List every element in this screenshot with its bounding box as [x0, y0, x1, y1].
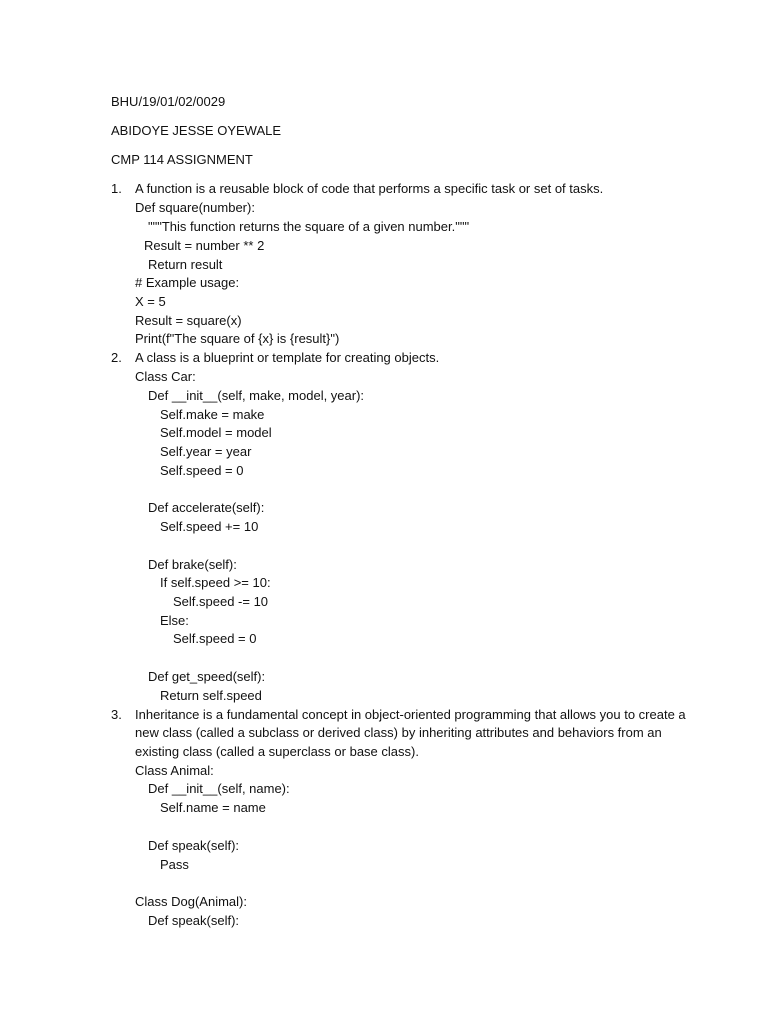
student-id: BHU/19/01/02/0029	[111, 94, 226, 109]
code-line: Pass	[160, 857, 189, 872]
item-2-definition: A class is a blueprint or template for creating objects.	[135, 350, 440, 365]
code-line: # Example usage:	[135, 275, 240, 290]
code-line: Self.year = year	[160, 444, 252, 459]
code-line: Self.model = model	[160, 425, 272, 440]
code-line: Class Dog(Animal):	[135, 894, 247, 909]
student-name: ABIDOYE JESSE OYEWALE	[111, 123, 282, 138]
code-line: Def __init__(self, name):	[148, 781, 290, 796]
code-line: Def speak(self):	[148, 838, 240, 853]
code-line: Class Animal:	[135, 763, 214, 778]
item-3-definition: Inheritance is a fundamental concept in object-oriented programming that allows you to create a	[135, 707, 686, 722]
code-line: """This function returns the square of a given number."""	[148, 219, 470, 234]
code-line: Self.name = name	[160, 800, 266, 815]
code-line: Self.speed += 10	[160, 519, 259, 534]
code-line: Return result	[148, 257, 223, 272]
item-number-2: 2.	[111, 350, 122, 365]
item-3-definition-cont: existing class (called a superclass or base class).	[135, 744, 419, 759]
code-line: Def get_speed(self):	[148, 669, 266, 684]
code-line: Def accelerate(self):	[148, 500, 265, 515]
code-line: Def speak(self):	[148, 913, 240, 928]
code-line: Class Car:	[135, 369, 196, 384]
code-line: Else:	[160, 613, 189, 628]
code-line: Self.make = make	[160, 407, 265, 422]
code-line: Result = square(x)	[135, 313, 242, 328]
code-line: Return self.speed	[160, 688, 262, 703]
code-line: Self.speed = 0	[173, 631, 257, 646]
item-number-3: 3.	[111, 707, 122, 722]
code-line: Self.speed -= 10	[173, 594, 269, 609]
code-line: Result = number ** 2	[144, 238, 265, 253]
assignment-title: CMP 114 ASSIGNMENT	[111, 152, 253, 167]
code-line: X = 5	[135, 294, 166, 309]
code-line: Def brake(self):	[148, 557, 237, 572]
code-line: Self.speed = 0	[160, 463, 244, 478]
code-line: If self.speed >= 10:	[160, 575, 271, 590]
code-line: Def square(number):	[135, 200, 255, 215]
item-3-definition-cont: new class (called a subclass or derived class) by inheriting attributes and behaviors from an	[135, 725, 662, 740]
code-line: Print(f"The square of {x} is {result}")	[135, 331, 340, 346]
code-line: Def __init__(self, make, model, year):	[148, 388, 365, 403]
item-1-definition: A function is a reusable block of code that performs a specific task or set of tasks.	[135, 181, 604, 196]
item-number-1: 1.	[111, 181, 122, 196]
